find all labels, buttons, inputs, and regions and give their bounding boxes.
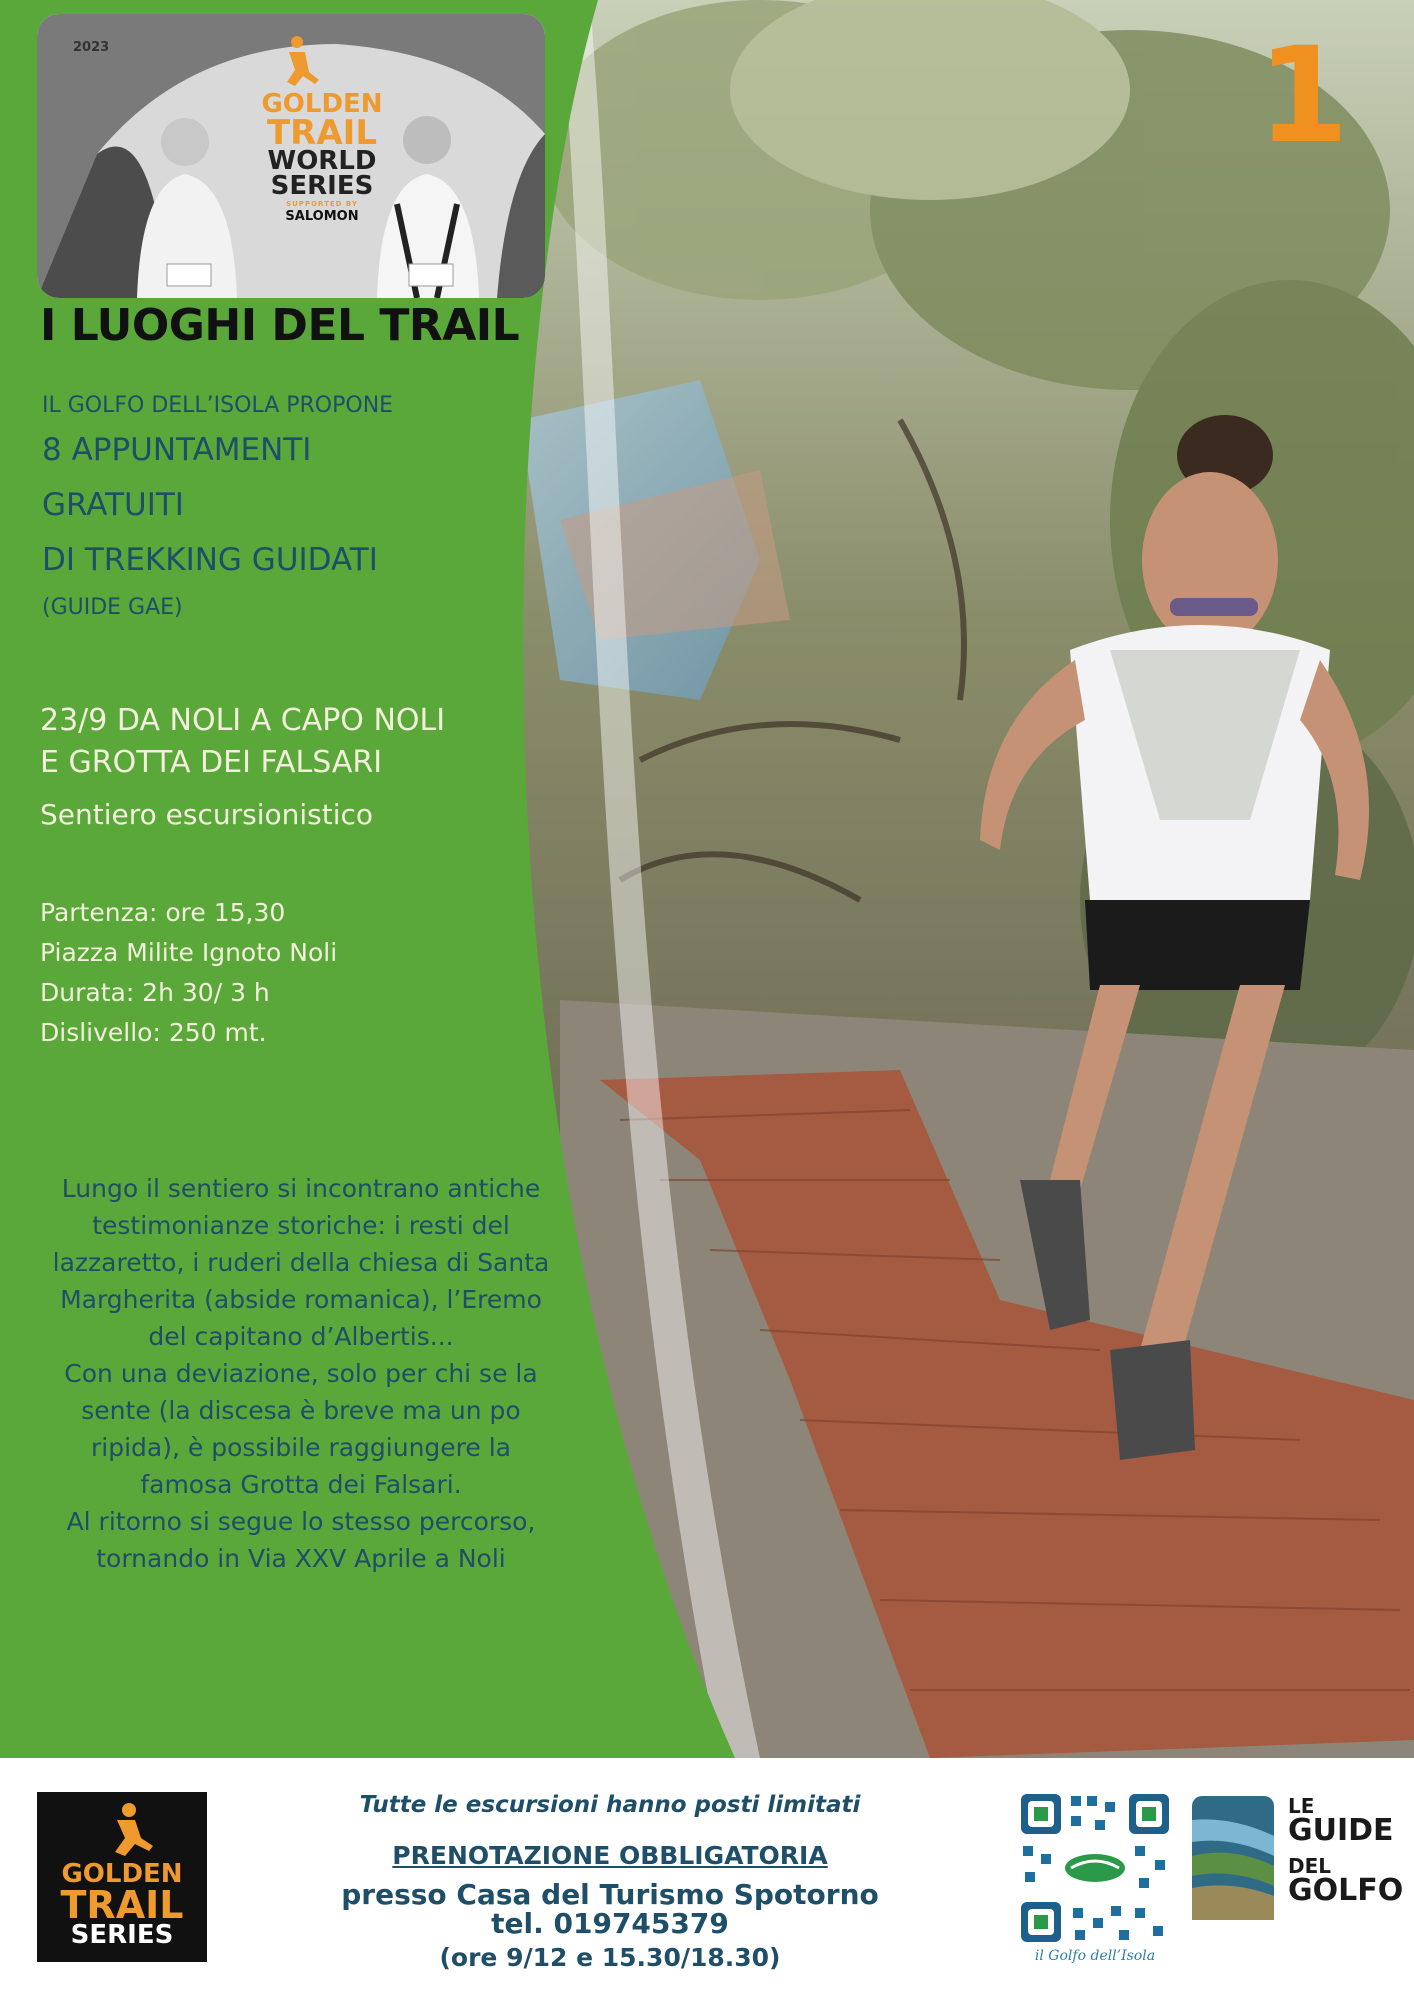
guide-logo-guide: GUIDE <box>1288 1813 1394 1848</box>
badge-supported-by: SUPPORTED BY <box>286 200 358 209</box>
page-number: 1 <box>1257 19 1349 173</box>
booking-phone: tel. 019745379 <box>491 1907 729 1941</box>
event-title-line-1: 23/9 DA NOLI A CAPO NOLI <box>40 703 446 738</box>
badge-trail: TRAIL <box>266 112 377 153</box>
booking-location <box>290 1880 930 1939</box>
guide-logo-golfo: GOLFO <box>1288 1873 1404 1908</box>
footer-logo-trail: TRAIL <box>60 1882 184 1927</box>
booking-required: PRENOTAZIONE OBBLIGATORIA <box>392 1841 828 1870</box>
headline-line-2: GRATUITI <box>42 487 184 523</box>
headline-line-1: 8 APPUNTAMENTI <box>42 432 312 468</box>
description-line: Lungo il sentiero si incontrano antiche <box>61 1174 541 1203</box>
footer-logo-golden: GOLDEN <box>61 1859 183 1889</box>
description <box>18 1170 584 1577</box>
description-line: Margherita (abside romanica), l’Eremo <box>60 1285 542 1314</box>
event-title-line-2: E GROTTA DEI FALSARI <box>40 745 383 780</box>
description-line: Al ritorno si segue lo stesso percorso, <box>66 1507 536 1536</box>
event-title <box>40 700 445 784</box>
guide-logo-text <box>1288 1796 1403 1906</box>
detail-meeting-point: Piazza Milite Ignoto Noli <box>40 938 338 967</box>
golden-trail-world-series-badge <box>37 14 545 298</box>
badge-title <box>227 89 417 224</box>
description-line: lazzaretto, i ruderi della chiesa di Santa <box>52 1248 550 1277</box>
qr-caption: il Golfo dell’Isola <box>1034 1948 1156 1964</box>
description-line: del capitano d’Albertis... <box>148 1322 454 1351</box>
detail-duration: Durata: 2h 30/ 3 h <box>40 978 270 1007</box>
intro-text: IL GOLFO DELL’ISOLA PROPONE <box>42 393 394 418</box>
golden-trail-series-logo <box>37 1792 207 1962</box>
guide-logo-del: DEL <box>1288 1854 1332 1878</box>
description-line: sente (la discesa è breve ma un po <box>81 1396 521 1425</box>
footer-logo-series: SERIES <box>70 1919 174 1950</box>
detail-departure: Partenza: ore 15,30 <box>40 898 286 927</box>
booking-hours: (ore 9/12 e 15.30/18.30) <box>439 1943 781 1972</box>
description-line: tornando in Via XXV Aprile a Noli <box>96 1544 506 1573</box>
event-details <box>40 893 337 1053</box>
badge-year: 2023 <box>73 40 110 55</box>
description-line: ripida), è possibile raggiungere la <box>91 1433 511 1462</box>
headline-line-3: DI TREKKING GUIDATI <box>42 542 378 578</box>
badge-sponsor: SALOMON <box>285 209 359 224</box>
guide-logo-le: LE <box>1288 1794 1315 1818</box>
limited-places-notice: Tutte le escursioni hanno posti limitati <box>359 1792 861 1818</box>
main-title: I LUOGHI DEL TRAIL <box>40 300 520 351</box>
booking-location-line-1: presso Casa del Turismo Spotorno <box>341 1878 879 1911</box>
badge-series: SERIES <box>270 170 374 201</box>
badge-world: WORLD <box>267 145 377 176</box>
runner-logo-icon <box>37 1792 207 1862</box>
description-line: Con una deviazione, solo per chi se la <box>64 1359 538 1388</box>
guides-note: (GUIDE GAE) <box>42 595 183 620</box>
event-subtitle: Sentiero escursionistico <box>40 798 374 831</box>
qr-center-logo <box>1065 1854 1125 1882</box>
description-line: testimonianze storiche: i resti del <box>92 1211 510 1240</box>
badge-golden: GOLDEN <box>261 89 383 119</box>
description-line: famosa Grotta dei Falsari. <box>140 1470 462 1499</box>
detail-elevation: Dislivello: 250 mt. <box>40 1018 267 1047</box>
